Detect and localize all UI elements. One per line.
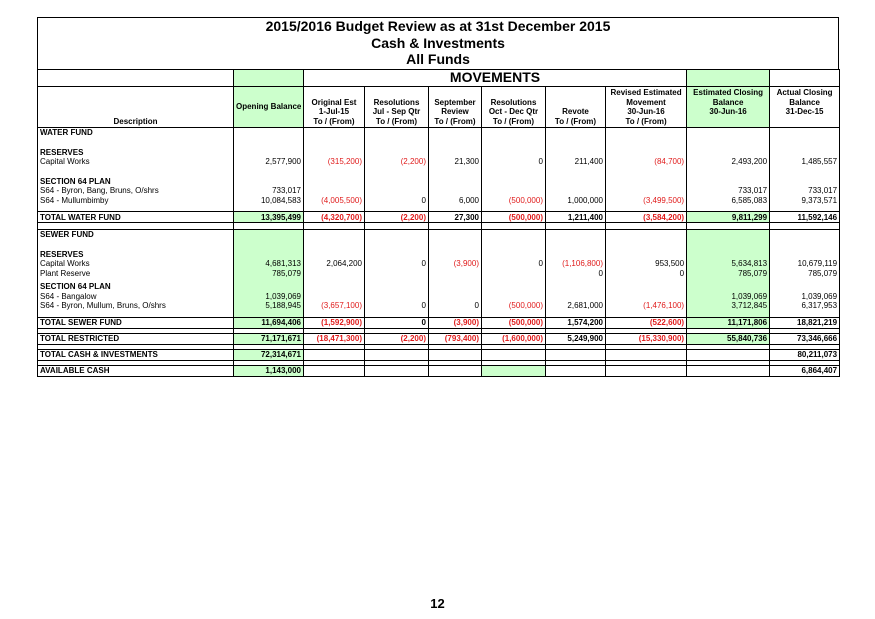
movements-heading: MOVEMENTS xyxy=(304,70,687,87)
total-sewer-fund-row: TOTAL SEWER FUND 11,694,406 (1,592,900) 0 (3,900) (500,000) 1,574,200 (522,600) 11,171,806 18,821,219 xyxy=(38,317,840,328)
report-title xyxy=(37,17,839,69)
sewer-fund-label: SEWER FUND xyxy=(38,230,234,240)
movements-row xyxy=(38,70,840,87)
header-revised: Revised Estimated Movement 30-Jun-16 To / (From) xyxy=(606,87,687,128)
budget-review-sheet xyxy=(37,17,839,377)
water-s64-heading-row: SECTION 64 PLAN xyxy=(38,177,840,187)
water-fund-label: WATER FUND xyxy=(38,128,234,138)
title-line-2: Cash & Investments xyxy=(371,34,505,51)
sewer-s64-heading-row: SECTION 64 PLAN xyxy=(38,282,840,292)
table-row: Capital Works 4,681,313 2,064,200 0 (3,900) 0 (1,106,800) 953,500 5,634,813 10,679,119 xyxy=(38,259,840,269)
title-line-3: All Funds xyxy=(406,51,470,67)
page-number: 12 xyxy=(430,596,445,611)
header-res-oct: Resolutions Oct - Dec Qtr To / (From) xyxy=(482,87,546,128)
table-row: Capital Works 2,577,900 (315,200) (2,200) 21,300 0 211,400 (84,700) 2,493,200 1,485,557 xyxy=(38,157,840,167)
header-revote: Revote To / (From) xyxy=(546,87,606,128)
header-opening: Opening Balance xyxy=(234,87,304,128)
table-row: S64 - Byron, Bang, Bruns, O/shrs 733,017 733,017 733,017 xyxy=(38,186,840,196)
total-cash-investments-row: TOTAL CASH & INVESTMENTS 72,314,671 80,211,073 xyxy=(38,349,840,360)
table-row: S64 - Mullumbimby 10,084,583 (4,005,500) 0 6,000 (500,000) 1,000,000 (3,499,500) 6,585,083 9,373,571 xyxy=(38,196,840,206)
table-row: Plant Reserve 785,079 0 0 785,079 785,079 xyxy=(38,269,840,279)
total-water-fund-row: TOTAL WATER FUND 13,395,499 (4,320,700) (2,200) 27,300 (500,000) 1,211,400 (3,584,200) 9,811,299 11,592,146 xyxy=(38,212,840,223)
column-header-row xyxy=(38,87,840,128)
header-september: September Review To / (From) xyxy=(429,87,482,128)
table-row: S64 - Byron, Mullum, Bruns, O/shrs 5,188,945 (3,657,100) 0 0 (500,000) 2,681,000 (1,476,100) 3,712,845 6,317,953 xyxy=(38,301,840,311)
title-line-1: 2015/2016 Budget Review as at 31st December 2015 xyxy=(265,18,611,34)
header-act-close: Actual Closing Balance 31-Dec-15 xyxy=(770,87,840,128)
table-row: S64 - Bangalow 1,039,069 1,039,069 1,039,069 xyxy=(38,292,840,302)
total-restricted-row: TOTAL RESTRICTED 71,171,671 (18,471,300) (2,200) (793,400) (1,600,000) 5,249,900 (15,330,900) 55,840,736 73,346,666 xyxy=(38,333,840,344)
header-description: Description xyxy=(38,87,234,128)
water-fund-heading-row xyxy=(38,128,840,138)
sewer-fund-heading-row xyxy=(38,230,840,240)
available-cash-row: AVAILABLE CASH 1,143,000 6,864,407 xyxy=(38,365,840,376)
sewer-reserves-heading-row: RESERVES xyxy=(38,250,840,260)
water-reserves-heading-row: RESERVES xyxy=(38,148,840,158)
cash-investments-table xyxy=(37,69,840,377)
header-original: Original Est 1-Jul-15 To / (From) xyxy=(304,87,365,128)
header-res-jul: Resolutions Jul - Sep Qtr To / (From) xyxy=(365,87,429,128)
header-est-close: Estimated Closing Balance 30-Jun-16 xyxy=(687,87,770,128)
